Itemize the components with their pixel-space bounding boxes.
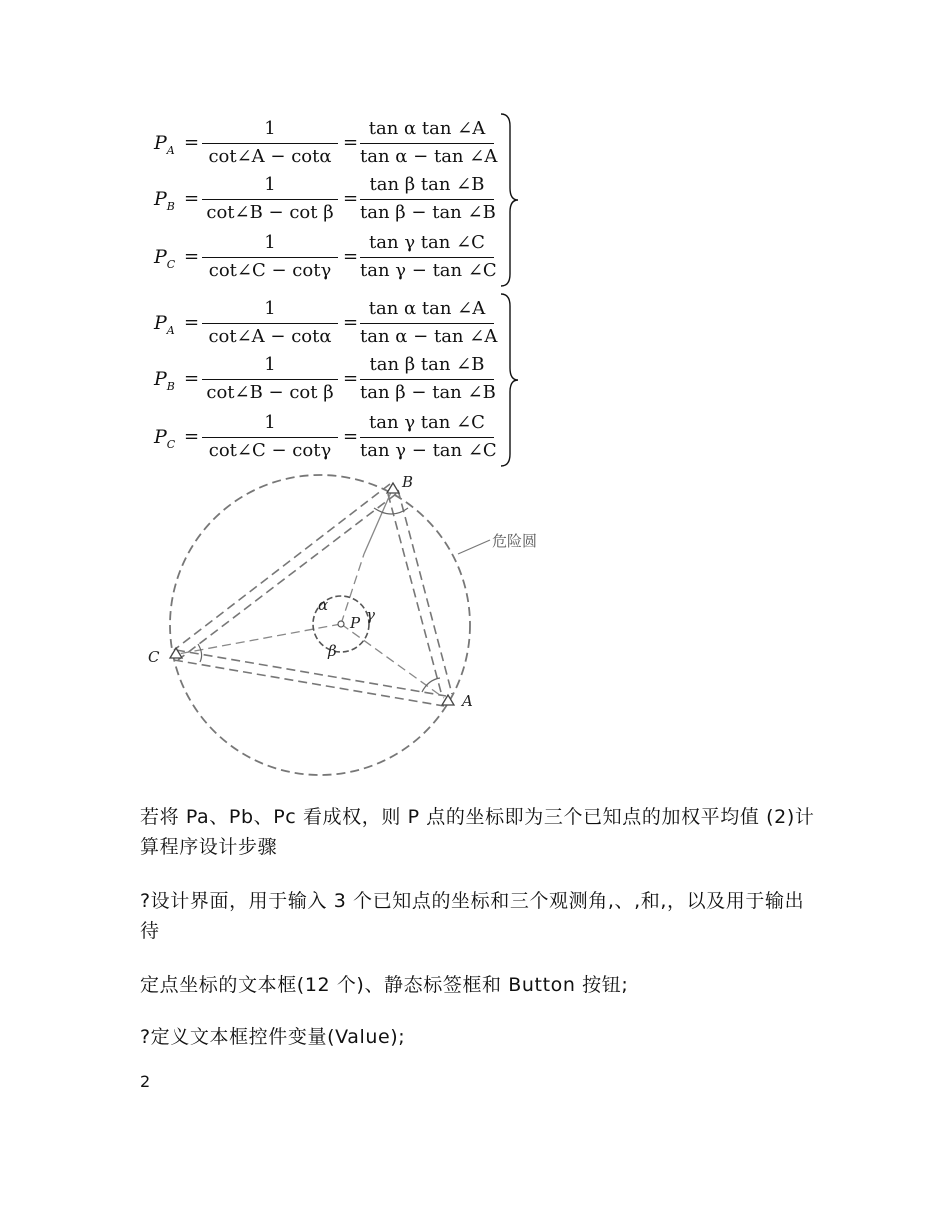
denominator: cot∠A − cotα [208,146,332,167]
denominator: cot∠B − cot β [206,202,334,223]
label-a: A [462,692,473,710]
fraction-tan [360,174,494,224]
numerator: tan β tan ∠B [369,354,485,375]
numerator: tan γ tan ∠C [369,412,485,433]
danger-circle [170,475,470,775]
equals-sign: = [184,188,200,209]
formula-lhs: $P_A$ [154,312,175,337]
equals-sign: = [343,368,359,389]
numerator: 1 [264,412,276,433]
formula-row-pc [148,408,500,464]
numerator: 1 [264,354,276,375]
label-danger-circle: 危险圆 [492,532,538,550]
paragraph-design-interface: ?设计界面，用于输入 3 个已知点的坐标和三个观测角,、,和,，以及用于输出待 [140,890,805,942]
formula-lhs: $P_B$ [154,368,175,393]
equals-sign: = [343,246,359,267]
point-p-marker [338,621,344,627]
formula-lhs: $P_A$ [154,132,175,157]
numerator: tan α tan ∠A [368,298,486,319]
numerator: 1 [264,298,276,319]
page-number: 2 [140,1072,151,1091]
denominator: cot∠A − cotα [208,326,332,347]
paragraph-define-variables: ?定义文本框控件变量(Value); [140,1026,406,1048]
formula-lhs: $P_C$ [154,426,176,451]
vertex-markers [170,483,454,705]
denominator: tan α − tan ∠A [360,146,498,167]
fraction-tan [360,412,497,462]
resection-diagram [138,468,558,780]
formula-block-2 [148,292,520,468]
right-brace [498,112,520,288]
label-c: C [148,648,160,666]
label-beta: β [328,642,337,660]
formula-row-pa [148,294,500,350]
numerator: 1 [264,174,276,195]
label-b: B [402,473,414,491]
denominator: tan γ − tan ∠C [360,440,497,461]
formula-block-1 [148,112,520,288]
paragraph-weights: 若将 Pa、Pb、Pc 看成权，则 P 点的坐标即为三个已知点的加权平均值 (2)计算程序设计步骤 [140,806,815,858]
fraction-cot [202,118,338,168]
fraction-cot [202,232,338,282]
numerator: 1 [264,232,276,253]
denominator: tan β − tan ∠B [360,382,496,403]
equals-sign: = [184,132,200,153]
fraction-cot [202,412,338,462]
label-gamma: γ [366,606,375,624]
numerator: tan β tan ∠B [369,174,485,195]
numerator: tan α tan ∠A [368,118,486,139]
numerator: tan γ tan ∠C [369,232,485,253]
equals-sign: = [343,312,359,333]
denominator: cot∠C − cotγ [208,260,332,281]
formula-row-pb [148,350,500,406]
formula-row-pb [148,170,500,226]
formula-row-pa [148,114,500,170]
equals-sign: = [343,188,359,209]
equals-sign: = [184,246,200,267]
formula-lhs: $P_B$ [154,188,175,213]
paragraph-textboxes: 定点坐标的文本框(12 个)、静态标签框和 Button 按钮; [140,974,629,996]
denominator: tan γ − tan ∠C [360,260,497,281]
formula-row-pc [148,228,500,284]
label-p: P [350,614,361,632]
denominator: tan α − tan ∠A [360,326,498,347]
formula-lhs: $P_C$ [154,246,176,271]
fraction-cot [202,174,338,224]
fraction-cot [202,298,338,348]
denominator: cot∠B − cot β [206,382,334,403]
fraction-cot [202,354,338,404]
danger-circle-leader [458,540,490,554]
fraction-tan [360,232,497,282]
denominator: cot∠C − cotγ [208,440,332,461]
fraction-tan [360,118,498,168]
fraction-tan [360,298,498,348]
label-alpha: α [318,596,329,614]
equals-sign: = [343,426,359,447]
numerator: 1 [264,118,276,139]
denominator: tan β − tan ∠B [360,202,496,223]
fraction-tan [360,354,494,404]
equals-sign: = [184,368,200,389]
equals-sign: = [184,426,200,447]
equals-sign: = [343,132,359,153]
equals-sign: = [184,312,200,333]
right-brace [498,292,520,468]
